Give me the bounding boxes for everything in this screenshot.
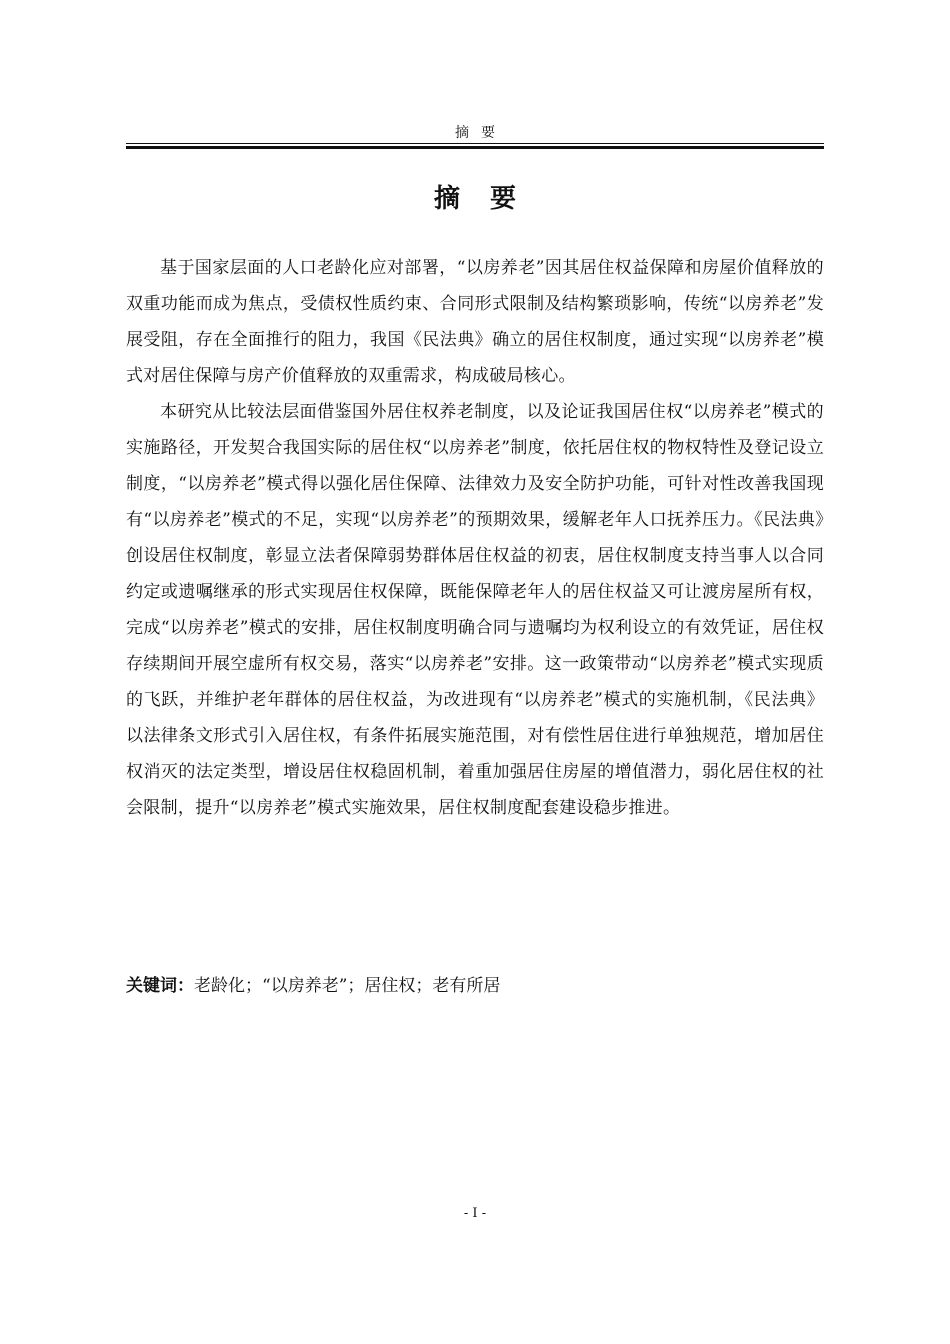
running-header: 摘要 xyxy=(455,125,507,141)
keywords-line xyxy=(126,968,824,1004)
header-rule-thin xyxy=(126,143,824,144)
abstract-paragraph-2: 本研究从比较法层面借鉴国外居住权养老制度，以及论证我国居住权“以房养老”模式的实施路径，开发契合我国实际的居住权“以房养老”制度，依托居住权的物权特性及登记设立制度，“以房养老”模式得以强化居住保障、法律效力及安全防护功能，可针对性改善我国现有“以房养老”模式的不足，实现“以房养老”的预期效果，缓解老年人口抚养压力。《民法典》创设居住权制度，彰显立法者保障弱势群体居住权益的初衷，居住权制度支持当事人以合同约定或遗嘱继承的形式实现居住权保障，既能保障老年人的居住权益又可让渡房屋所有权，完成“以房养老”模式的安排，居住权制度明确合同与遗嘱均为权利设立的有效凭证，居住权存续期间开展空虚所有权交易，落实“以房养老”安排。这一政策带动“以房养老”模式实现质的飞跃，并维护老年群体的居住权益，为改进现有“以房养老”模式的实施机制，《民法典》以法律条文形式引入居住权，有条件拓展实施范围，对有偿性居住进行单独规范，增加居住权消灭的法定类型，增设居住权稳固机制，着重加强居住房屋的增值潜力，弱化居住权的社会限制，提升“以房养老”模式实施效果，居住权制度配套建设稳步推进。 xyxy=(126,402,824,818)
keywords-label: 关键词： xyxy=(126,976,194,996)
page-number: - I - xyxy=(463,1206,487,1221)
keywords-text: 老龄化；“以房养老”；居住权；老有所居 xyxy=(194,976,501,996)
header-rule-thick xyxy=(126,146,824,149)
abstract-paragraph-1: 基于国家层面的人口老龄化应对部署，“以房养老”因其居住权益保障和房屋价值释放的双重功能而成为焦点，受债权性质约束、合同形式限制及结构繁琐影响，传统“以房养老”发展受阻，存在全面推行的阻力，我国《民法典》确立的居住权制度，通过实现“以房养老”模式对居住保障与房产价值释放的双重需求，构成破局核心。 xyxy=(126,258,824,386)
page-title: 摘要 xyxy=(433,184,546,214)
abstract-body xyxy=(126,250,824,826)
